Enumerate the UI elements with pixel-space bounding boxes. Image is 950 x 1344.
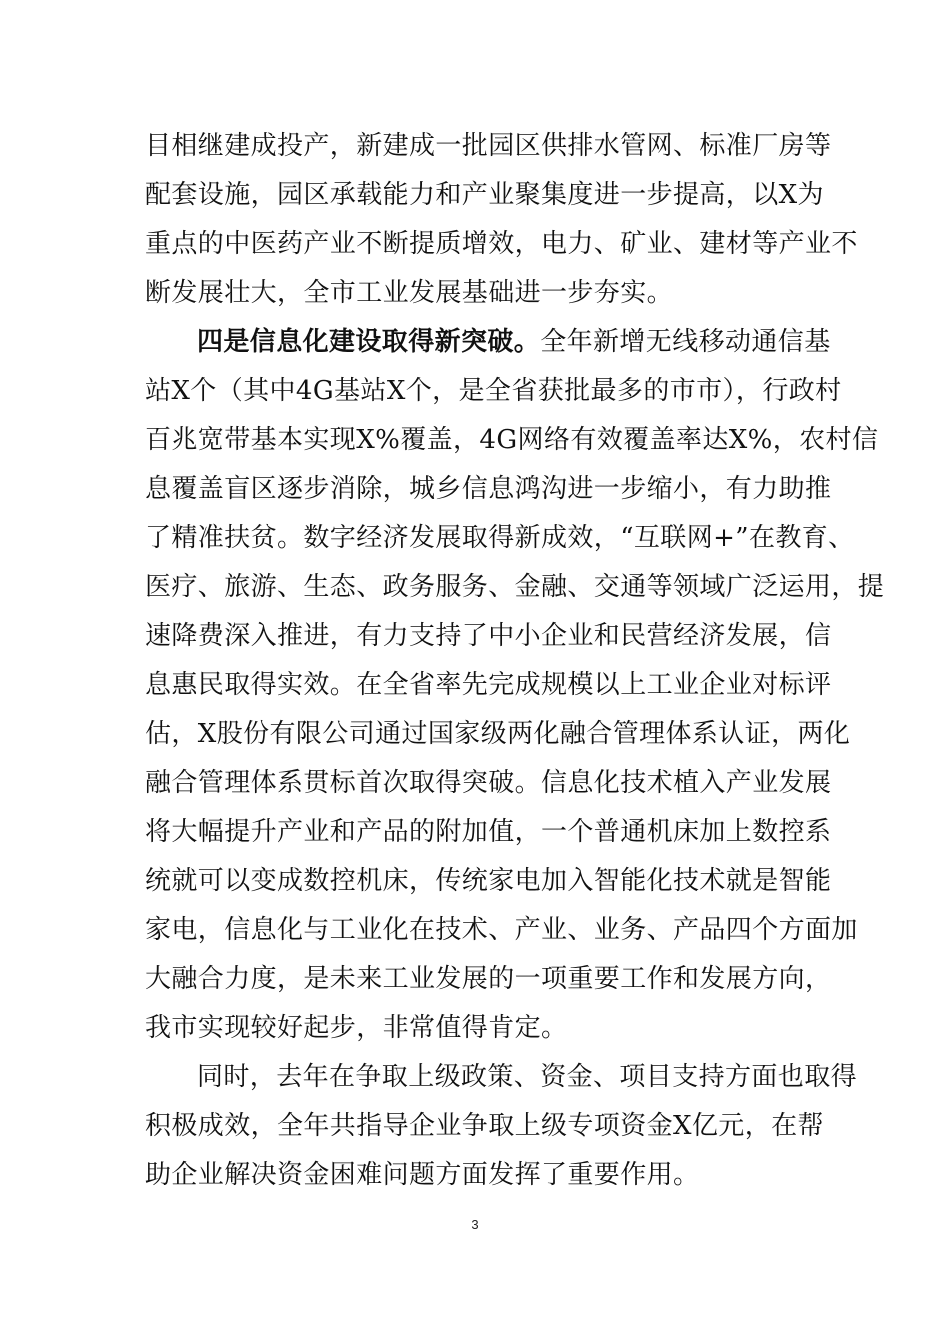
page-number: 3 [471, 1217, 479, 1232]
paragraph-line: 息惠民取得实效。在全省率先完成规模以上工业企业对标评 [145, 670, 832, 700]
paragraph-line: 融合管理体系贯标首次取得突破。信息化技术植入产业发展 [145, 768, 832, 798]
paragraph-line: 速降费深入推进，有力支持了中小企业和民营经济发展，信 [145, 621, 832, 651]
paragraph-first-line [145, 318, 831, 367]
paragraph-line: 大融合力度，是未来工业发展的一项重要工作和发展方向， [145, 964, 832, 994]
paragraph-line: 将大幅提升产业和产品的附加值，一个普通机床加上数控系 [145, 817, 832, 847]
paragraph-line: 助企业解决资金困难问题方面发挥了重要作用。 [145, 1160, 700, 1190]
paragraph-line: 断发展壮大，全市工业发展基础进一步夯实。 [145, 278, 674, 308]
paragraph-line: 家电，信息化与工业化在技术、产业、业务、产品四个方面加 [145, 915, 858, 945]
paragraph-line: 站X个（其中4G基站X个，是全省获批最多的市市），行政村 [145, 376, 842, 406]
paragraph-line: 我市实现较好起步，非常值得肯定。 [145, 1013, 568, 1043]
paragraph-line: 息覆盖盲区逐步消除，城乡信息鸿沟进一步缩小，有力助推 [145, 474, 832, 504]
paragraph-line: 了精准扶贫。数字经济发展取得新成效，“互联网+”在教育、 [145, 523, 855, 553]
paragraph-line: 医疗、旅游、生态、政务服务、金融、交通等领域广泛运用，提 [145, 572, 885, 602]
paragraph-line: 估，X股份有限公司通过国家级两化融合管理体系认证，两化 [145, 719, 851, 749]
paragraph-text: 全年新增无线移动通信基 [540, 327, 831, 357]
paragraph-line: 目相继建成投产，新建成一批园区供排水管网、标准厂房等 [145, 131, 832, 161]
paragraph-first-line: 同时，去年在争取上级政策、资金、项目支持方面也取得 [197, 1062, 858, 1092]
section-heading: 四是信息化建设取得新突破。 [197, 327, 541, 357]
paragraph-line: 重点的中医药产业不断提质增效，电力、矿业、建材等产业不 [145, 229, 858, 259]
paragraph-line: 百兆宽带基本实现X%覆盖，4G网络有效覆盖率达X%，农村信 [145, 425, 879, 455]
paragraph-line: 统就可以变成数控机床，传统家电加入智能化技术就是智能 [145, 866, 832, 896]
paragraph-line: 配套设施，园区承载能力和产业聚集度进一步提高，以X为 [145, 180, 824, 210]
paragraph-line: 积极成效，全年共指导企业争取上级专项资金X亿元，在帮 [145, 1111, 824, 1141]
document-body [145, 122, 885, 1200]
